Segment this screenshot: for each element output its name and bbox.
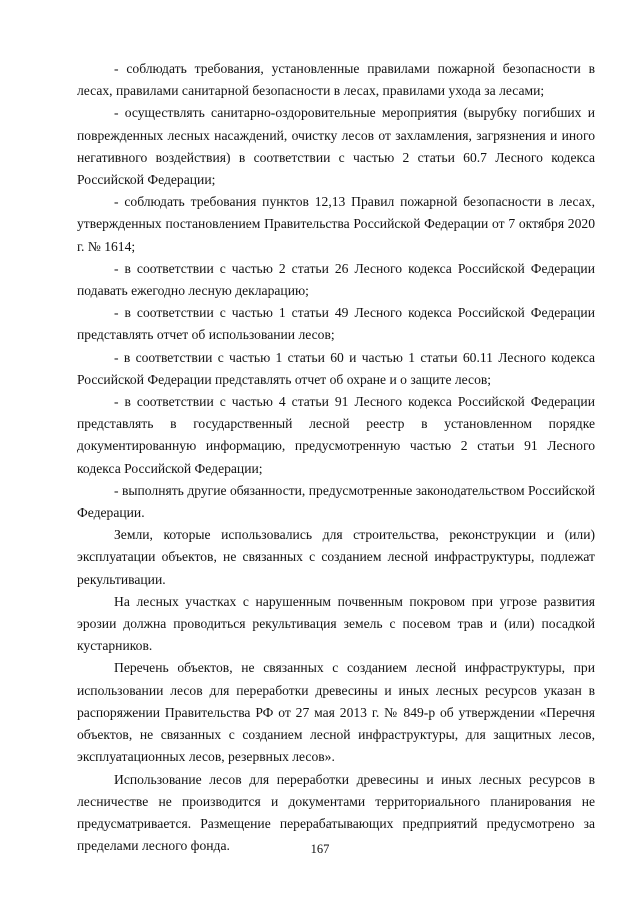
page-number: 167	[310, 842, 330, 856]
document-body	[77, 58, 595, 857]
paragraph-land-reclamation: Земли, которые использовались для строительства, реконструкции и (или) эксплуатации объектов, не связанных с созданием лесной инфраструктуры, подлежат рекультивации.	[77, 527, 595, 587]
paragraph-forest-declaration: - в соответствии с частью 2 статьи 26 Лесного кодекса Российской Федерации подавать ежегодно лесную декларацию;	[77, 260, 595, 299]
paragraph-erosion-reclamation: На лесных участках с нарушенным почвенным покровом при угрозе развития эрозии должна проводиться рекультивация земель с посевом трав и (или) посадкой кустарников.	[77, 593, 595, 654]
paragraph-fire-safety-requirements: - соблюдать требования, установленные правилами пожарной безопасности в лесах, правилами санитарной безопасности в лесах, правилами ухода за лесами;	[77, 61, 595, 99]
paragraph-sanitary-measures: - осуществлять санитарно-оздоровительные мероприятия (вырубку погибших и поврежденных лесных насаждений, очистку лесов от захламления, загрязнения и иного негативного воздействия) в соответствии с частью 2 статьи 60.7 Лесного кодекса Российской Федерации;	[77, 105, 595, 188]
paragraph-forest-registry: - в соответствии с частью 4 статьи 91 Лесного кодекса Российской Федерации представлять в государственный лесной реестр в установленном порядке документированную информацию, предусмотренную частью 2 статьи 91 Лесного кодекса Российской Федерации;	[77, 394, 595, 476]
paragraph-fire-rules-points: - соблюдать требования пунктов 12,13 Правил пожарной безопасности в лесах, утвержденных постановлением Правительства Российской Федерации от 7 октября 2020 г. № 1614;	[77, 194, 595, 254]
paragraph-protection-report: - в соответствии с частью 1 статьи 60 и частью 1 статьи 60.11 Лесного кодекса Российской Федерации представлять отчет об охране и о защите лесов;	[77, 349, 595, 387]
paragraph-processing-use: Использование лесов для переработки древесины и иных лесных ресурсов в лесничестве не производится и документами территориального планирования не предусматривается. Размещение перерабатывающих предприятий предусмотрено за пределами лесного фонда.	[77, 771, 595, 854]
paragraph-other-duties: - выполнять другие обязанности, предусмотренные законодательством Российской Федерации.	[77, 482, 595, 521]
paragraph-objects-list: Перечень объектов, не связанных с созданием лесной инфраструктуры, при использовании лесов для переработки древесины и иных лесных ресурсов указан в распоряжении Правительства РФ от 27 мая 2013 г. № 849-р об утверждении «Перечня объектов, не связанных с созданием лесной инфраструктуры, для защитных лесов, эксплуатационных лесов, резервных лесов».	[77, 660, 595, 765]
paragraph-forest-use-report: - в соответствии с частью 1 статьи 49 Лесного кодекса Российской Федерации представлять отчет об использовании лесов;	[77, 305, 595, 343]
